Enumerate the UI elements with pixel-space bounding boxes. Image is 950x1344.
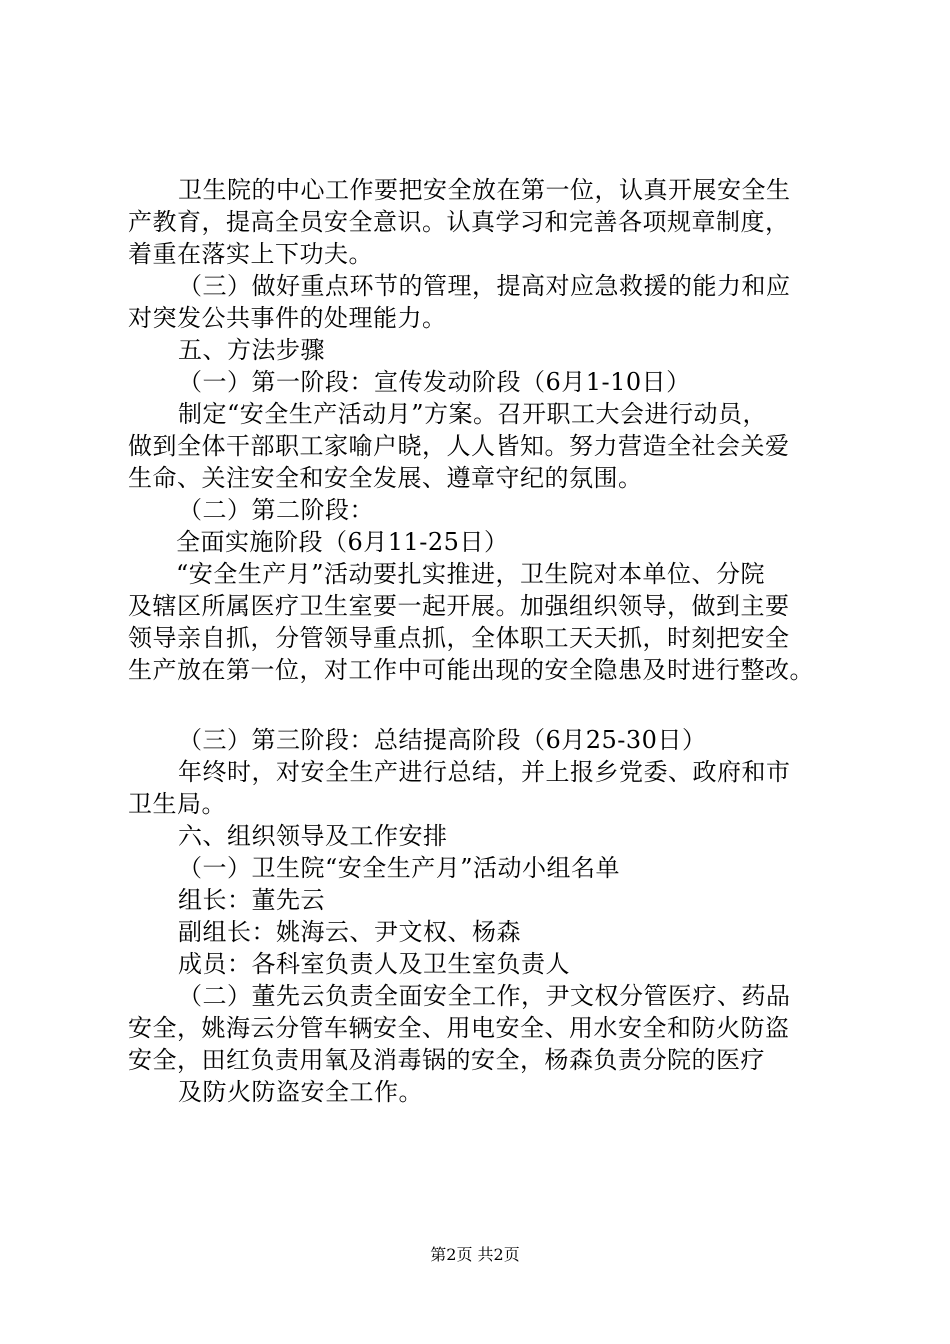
paragraph-line: 产教育，提高全员安全意识。认真学习和完善各项规章制度， bbox=[128, 208, 790, 236]
blank-line bbox=[128, 686, 832, 724]
paragraph-line: 年终时，对安全生产进行总结，并上报乡党委、政府和市 bbox=[178, 758, 791, 786]
paragraph-line: 对突发公共事件的处理能力。 bbox=[128, 304, 447, 332]
subsection-heading: （一）第一阶段：宣传发动阶段（6月1-10日） bbox=[178, 368, 691, 396]
section-heading: 六、组织领导及工作安排 bbox=[178, 822, 448, 850]
paragraph-line: “安全生产月”活动要扎实推进，卫生院对本单位、分院 bbox=[176, 560, 766, 588]
paragraph-line: 及辖区所属医疗卫生室要一起开展。加强组织领导，做到主要 bbox=[128, 592, 790, 620]
paragraph-line: （三）做好重点环节的管理，提高对应急救援的能力和应 bbox=[178, 272, 791, 300]
paragraph-line: 安全，田红负责用氧及消毒锅的安全，杨森负责分院的医疗 bbox=[128, 1046, 765, 1074]
paragraph-line: 生命、关注安全和安全发展、遵章守纪的氛围。 bbox=[128, 464, 643, 492]
subsection-heading: （三）第三阶段：总结提高阶段（6月25-30日） bbox=[178, 726, 707, 754]
paragraph-line: 领导亲自抓，分管领导重点抓，全体职工天天抓，时刻把安全 bbox=[128, 624, 790, 652]
paragraph-line: 及防火防盗安全工作。 bbox=[178, 1078, 423, 1106]
page-number: 第2页 共2页 bbox=[430, 1245, 520, 1264]
paragraph-line: 生产放在第一位，对工作中可能出现的安全隐患及时进行整改。 bbox=[128, 656, 814, 684]
document-body bbox=[128, 174, 832, 1108]
paragraph-line: 安全，姚海云分管车辆安全、用电安全、用水安全和防火防盗 bbox=[128, 1014, 790, 1042]
paragraph-line: 卫生院的中心工作要把安全放在第一位，认真开展安全生 bbox=[178, 176, 791, 204]
paragraph-line: 着重在落实上下功夫。 bbox=[128, 240, 373, 268]
subsection-heading: （一）卫生院“安全生产月”活动小组名单 bbox=[178, 854, 621, 882]
paragraph-line: 卫生局。 bbox=[128, 790, 226, 818]
paragraph-line: 组长：董先云 bbox=[178, 886, 325, 914]
paragraph-line: （二）董先云负责全面安全工作，尹文权分管医疗、药品 bbox=[178, 982, 791, 1010]
paragraph-line: 制定“安全生产活动月”方案。召开职工大会进行动员， bbox=[178, 400, 768, 428]
paragraph-line: 成员：各科室负责人及卫生室负责人 bbox=[178, 950, 570, 978]
paragraph-line: 副组长：姚海云、尹文权、杨森 bbox=[178, 918, 521, 946]
section-heading: 五、方法步骤 bbox=[178, 336, 325, 364]
paragraph-line: 全面实施阶段（6月11-25日） bbox=[176, 528, 509, 556]
paragraph-line: 做到全体干部职工家喻户晓，人人皆知。努力营造全社会关爱 bbox=[128, 432, 790, 460]
subsection-heading: （二）第二阶段： bbox=[178, 496, 374, 524]
